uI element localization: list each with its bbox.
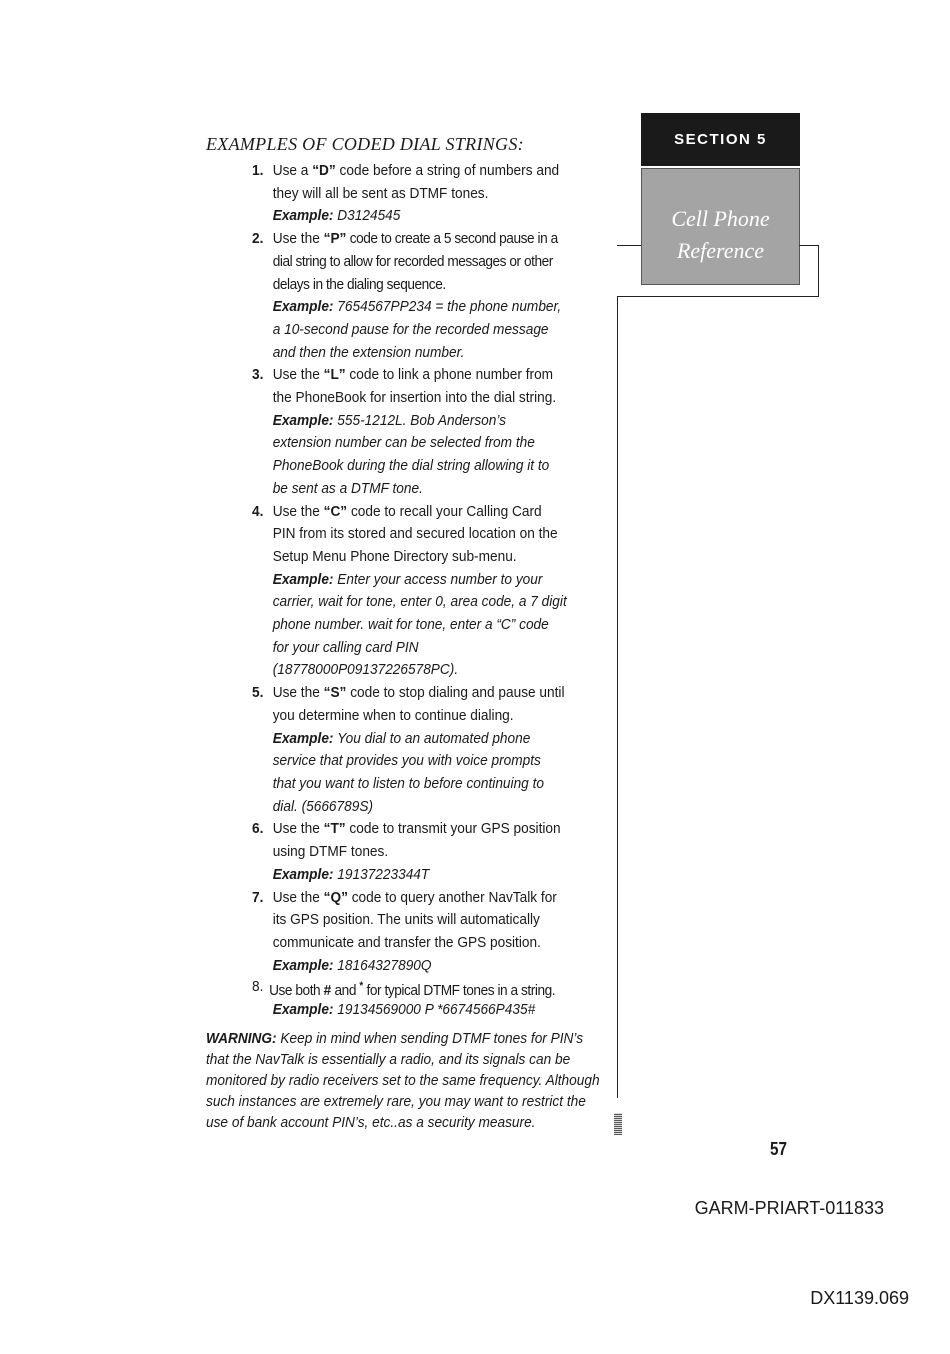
- example-label: Example:: [272, 956, 334, 974]
- example-label: Example:: [272, 1001, 334, 1019]
- item-text: Use both: [269, 982, 324, 1000]
- left-bracket-line: [617, 245, 641, 246]
- dial-string-examples-list: [252, 160, 567, 1019]
- item-number: 2.: [252, 230, 264, 248]
- example-label: Example:: [272, 207, 334, 225]
- item-text: code before a string of numbers and they will all be sent as DTMF tones.: [272, 162, 560, 202]
- item-code: “Q”: [323, 888, 348, 906]
- item-text: Use the: [272, 230, 324, 248]
- item-code: “C”: [323, 502, 348, 520]
- right-bracket-vertical-line: [818, 245, 819, 297]
- item-text: Use the: [272, 366, 324, 384]
- item-text: code to stop dialing and pause until you determine when to continue dialing.: [272, 684, 565, 724]
- example-label: Example:: [272, 298, 334, 316]
- list-item: [252, 887, 567, 978]
- item-text: code to transmit your GPS position using DTMF tones.: [272, 820, 561, 861]
- right-bracket-top-line: [799, 245, 819, 246]
- item-code: “D”: [312, 162, 336, 179]
- item-text: and: [331, 982, 360, 1000]
- item-number: 7.: [252, 888, 264, 906]
- end-marker: [614, 1113, 622, 1135]
- item-text: code to link a phone number from the PhoneBook for insertion into the dial string.: [272, 366, 557, 407]
- item-text: code to create a 5 second pause in a dial string to allow for recorded messages or other delays in the dialing sequence.: [272, 230, 558, 293]
- item-text: Use the: [272, 684, 324, 702]
- example-label: Example:: [272, 570, 334, 588]
- bracket-bottom-line: [617, 296, 819, 297]
- example-text: You dial to an automated phone service that provides you with voice prompts that you want to listen to before continuing to dial. (5666789S): [272, 729, 544, 815]
- section-title-box: [641, 168, 800, 285]
- example-text: 18164327890Q: [337, 956, 432, 974]
- example-text: 19134569000 P *6674566P435#: [337, 1001, 536, 1019]
- warning-label: WARNING:: [206, 1030, 277, 1047]
- warning-text: Keep in mind when sending DTMF tones for PIN’s that the NavTalk is essentially a radio, and its signals can be monitored by radio receivers set to the same frequency. Although such instances are extremely rare, you may want to restrict the use of bank account PIN’s, etc..as a security measure.: [206, 1030, 600, 1131]
- section-tab: SECTION 5: [641, 113, 800, 166]
- item-number: 6.: [252, 820, 264, 838]
- list-item: [252, 818, 567, 886]
- item-text: code to query another NavTalk for its GPS position. The units will automatically communicate and transfer the GPS position.: [272, 888, 557, 951]
- item-code: “L”: [323, 366, 346, 384]
- list-item: [252, 228, 567, 364]
- section-heading: EXAMPLES OF CODED DIAL STRINGS:: [206, 134, 524, 154]
- list-item: [252, 364, 567, 500]
- example-label: Example:: [272, 411, 334, 429]
- example-label: Example:: [272, 865, 334, 883]
- example-text: D3124545: [337, 207, 401, 225]
- item-code: “S”: [323, 684, 347, 702]
- example-text: 19137223344T: [337, 865, 430, 883]
- example-text: Enter your access number to your carrier, wait for tone, enter 0, area code, a 7 digit phone number. wait for tone, enter a “C” code for your calling card PIN (18778000P09137226578PC).: [272, 570, 567, 679]
- page-number: 57: [770, 1139, 788, 1159]
- item-text: code to recall your Calling Card PIN from its stored and secured location on the Setup Menu Phone Directory sub-menu.: [272, 502, 558, 565]
- item-text: for typical DTMF tones in a string.: [363, 982, 556, 1000]
- example-text: 7654567PP234 = the phone number, a 10-second pause for the recorded message and then the extension number.: [272, 298, 562, 361]
- item-text: Use the: [272, 888, 324, 906]
- example-label: Example:: [272, 729, 334, 747]
- list-item: [252, 977, 567, 1019]
- item-number: 4.: [252, 502, 264, 520]
- item-text: Use a: [272, 162, 313, 179]
- example-text: 555-1212L. Bob Anderson’s extension number can be selected from the PhoneBook during the dial string allowing it to be sent as a DTMF tone.: [272, 411, 550, 497]
- warning-note: [206, 1028, 602, 1133]
- list-item: [252, 501, 567, 683]
- list-item: [252, 682, 567, 818]
- item-code: “P”: [323, 230, 347, 248]
- margin-rule: [617, 296, 618, 1098]
- list-item: [252, 160, 567, 228]
- item-number: 8.: [252, 978, 264, 996]
- item-number: 1.: [252, 162, 264, 179]
- hash-symbol: #: [323, 982, 332, 1000]
- bates-number: GARM-PRIART-011833: [694, 1198, 884, 1218]
- section-title-line1: Cell Phone: [671, 206, 770, 231]
- item-number: 5.: [252, 684, 264, 702]
- item-number: 3.: [252, 366, 264, 384]
- section-title-line2: Reference: [676, 238, 765, 263]
- item-code: “T”: [323, 820, 346, 838]
- exhibit-id: DX1139.069: [810, 1288, 909, 1308]
- item-text: Use the: [272, 502, 324, 520]
- star-symbol: *: [359, 980, 364, 993]
- item-text: Use the: [272, 820, 324, 838]
